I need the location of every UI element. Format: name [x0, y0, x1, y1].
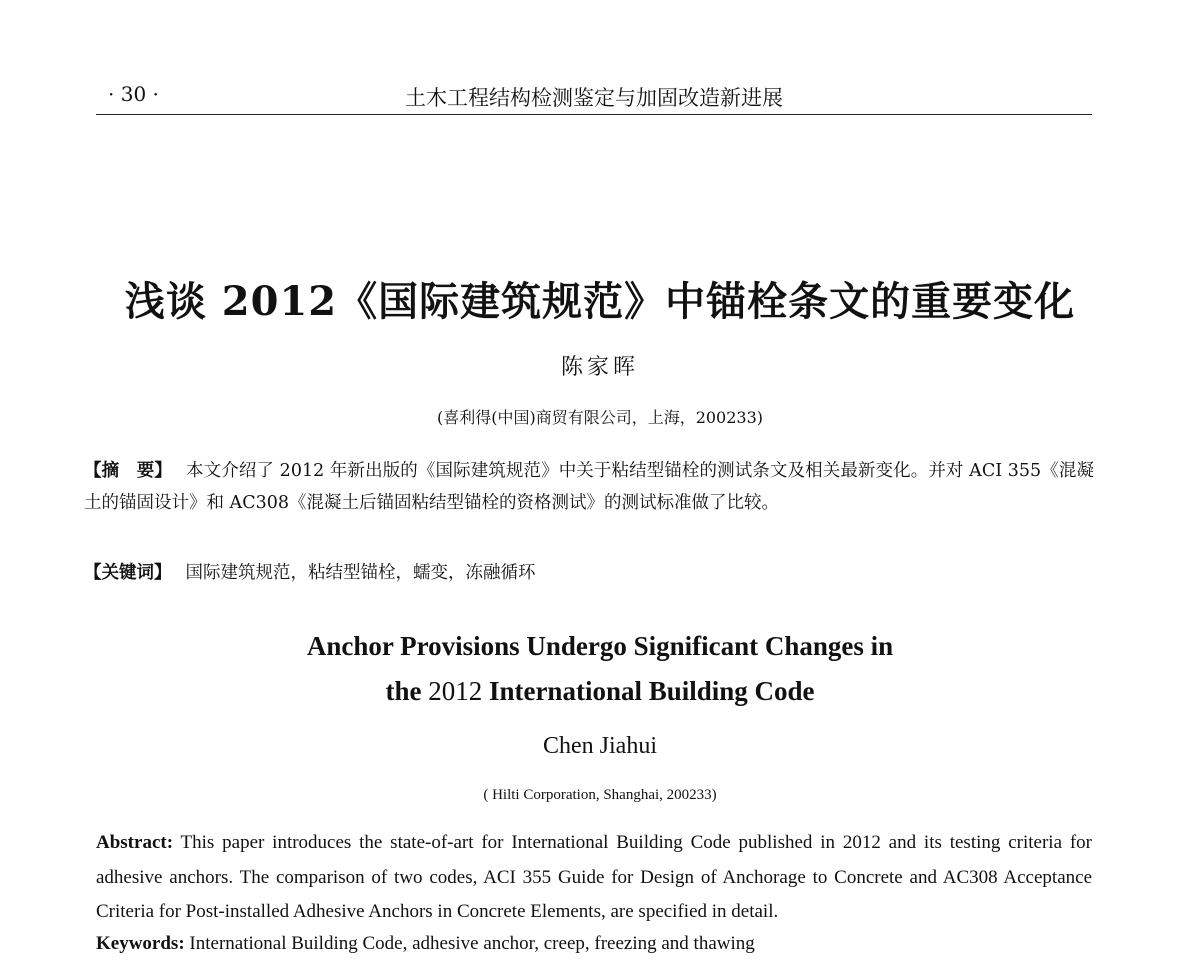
- chinese-keywords-text: 国际建筑规范，粘结型锚栓，蠕变，冻融循环: [185, 563, 536, 583]
- header-divider: [96, 114, 1092, 115]
- english-title-line2: [100, 669, 1100, 714]
- english-keywords: [96, 927, 1092, 961]
- english-keywords-text: International Building Code, adhesive anchor, creep, freezing and thawing: [189, 933, 755, 954]
- chinese-abstract: [84, 455, 1094, 519]
- chinese-abstract-text: 本文介绍了 2012 年新出版的《国际建筑规范》中关于粘结型锚栓的测试条文及相关最新变化。并对 ACI 355《混凝土的锚固设计》和 AC308《混凝土后锚固粘结型锚栓的资格测试》的测试标准做了比较。: [84, 461, 1094, 513]
- journal-title: 土木工程结构检测鉴定与加固改造新进展: [405, 86, 783, 110]
- running-header: [96, 80, 1092, 114]
- english-abstract-label: Abstract:: [96, 832, 174, 853]
- chinese-title-prefix: 浅谈 2012: [124, 278, 338, 325]
- chinese-title-main: 《国际建筑规范》中锚栓条文的重要变化: [337, 278, 1076, 325]
- chinese-keywords-label: 【关键词】: [84, 563, 172, 583]
- english-author: Chen Jiahui: [543, 733, 657, 759]
- chinese-affiliation: (喜利得(中国)商贸有限公司，上海，200233): [436, 408, 764, 427]
- page-number: · 30 ·: [108, 82, 159, 106]
- chinese-keywords: [84, 557, 1094, 589]
- chinese-abstract-label: 【摘 要】: [84, 461, 173, 481]
- english-title-line1: Anchor Provisions Undergo Significant Changes in: [306, 631, 894, 661]
- chinese-author: 陈家晖: [560, 355, 639, 380]
- english-abstract-text: This paper introduces the state-of-art for International Building Code published in 2012 and its testing criteria for adhesive anchors. The comparison of two codes, ACI 355 Guide for Design of Anchorage to Concrete and AC308 Acceptance Criteria for Post-installed Adhesive Anchors in Concrete Elements, are specified in detail.: [96, 832, 1092, 922]
- english-title-year: 2012: [428, 676, 483, 706]
- english-title-line2-pre: the: [385, 676, 422, 706]
- english-keywords-label: Keywords:: [96, 933, 185, 954]
- english-affiliation: ( Hilti Corporation, Shanghai, 200233): [483, 787, 717, 803]
- english-abstract: [96, 826, 1092, 930]
- english-title-line2-post: International Building Code: [488, 676, 815, 706]
- english-title: [100, 624, 1100, 714]
- chinese-title: [60, 270, 1140, 327]
